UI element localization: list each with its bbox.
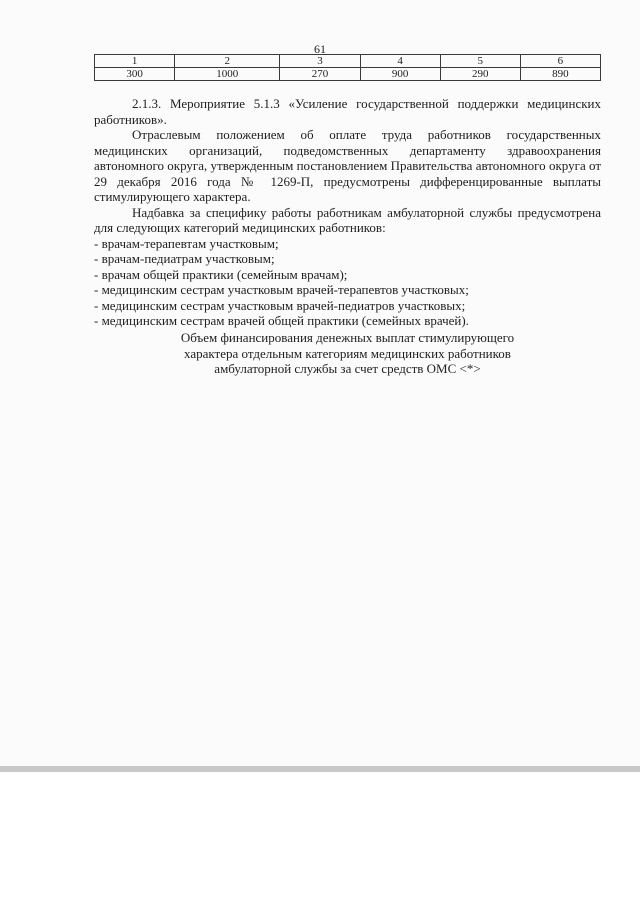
list-item: - врачам общей практики (семейным врачам); — [94, 266, 348, 282]
scan-edge — [0, 766, 640, 772]
list-item: - медицинским сестрам участковым врачей-терапевтов участковых; — [94, 282, 469, 297]
caption-line: характера отдельным категориям медицинских работников — [184, 345, 511, 361]
body-text — [94, 96, 601, 329]
caption-line: амбулаторной службы за счет средств ОМС <*> — [214, 361, 481, 376]
table-cell: 1 — [95, 55, 175, 68]
page-number: 61 — [314, 42, 326, 56]
paragraph-regulation: Отраслевым положением об оплате труда работников государственных медицинских организаций, подведомственных департаменту здравоохранения автономного округа, утвержденным постановлением Правительства автономного округа от 29 декабря 2016 года № 1269-П, предусмотрены дифференцированные выплаты стимулирующего характера. — [94, 127, 601, 204]
table-fragment — [94, 54, 601, 81]
table-cell: 5 — [440, 55, 520, 68]
table-cell: 270 — [280, 68, 360, 81]
table-cell: 4 — [360, 55, 440, 68]
table-cell: 3 — [280, 55, 360, 68]
table-cell: 290 — [440, 68, 520, 81]
table-cell: 900 — [360, 68, 440, 81]
caption-line: Объем финансирования денежных выплат стимулирующего — [180, 330, 515, 345]
paragraph-measure-heading: 2.1.3. Мероприятие 5.1.3 «Усиление государственной поддержки медицинских работников». — [94, 96, 601, 127]
table-row — [95, 68, 601, 81]
table-cell: 300 — [95, 68, 175, 81]
paragraph-bonus: Надбавка за специфику работы работникам амбулаторной службы предусмотрена для следующих категорий медицинских работников: — [94, 204, 601, 235]
list-item: - врачам-педиатрам участковым; — [94, 251, 275, 266]
table-cell: 2 — [175, 55, 280, 68]
table-header-row — [95, 55, 601, 68]
table-cell: 6 — [520, 55, 600, 68]
list-item: - врачам-терапевтам участковым; — [94, 235, 279, 251]
table-cell: 890 — [520, 68, 600, 81]
table-cell: 1000 — [175, 68, 280, 81]
list-item: - медицинским сестрам участковым врачей-педиатров участковых; — [94, 297, 466, 313]
table-caption — [94, 330, 601, 377]
category-list — [94, 236, 601, 329]
list-item: - медицинским сестрам врачей общей практики (семейных врачей). — [94, 313, 469, 328]
